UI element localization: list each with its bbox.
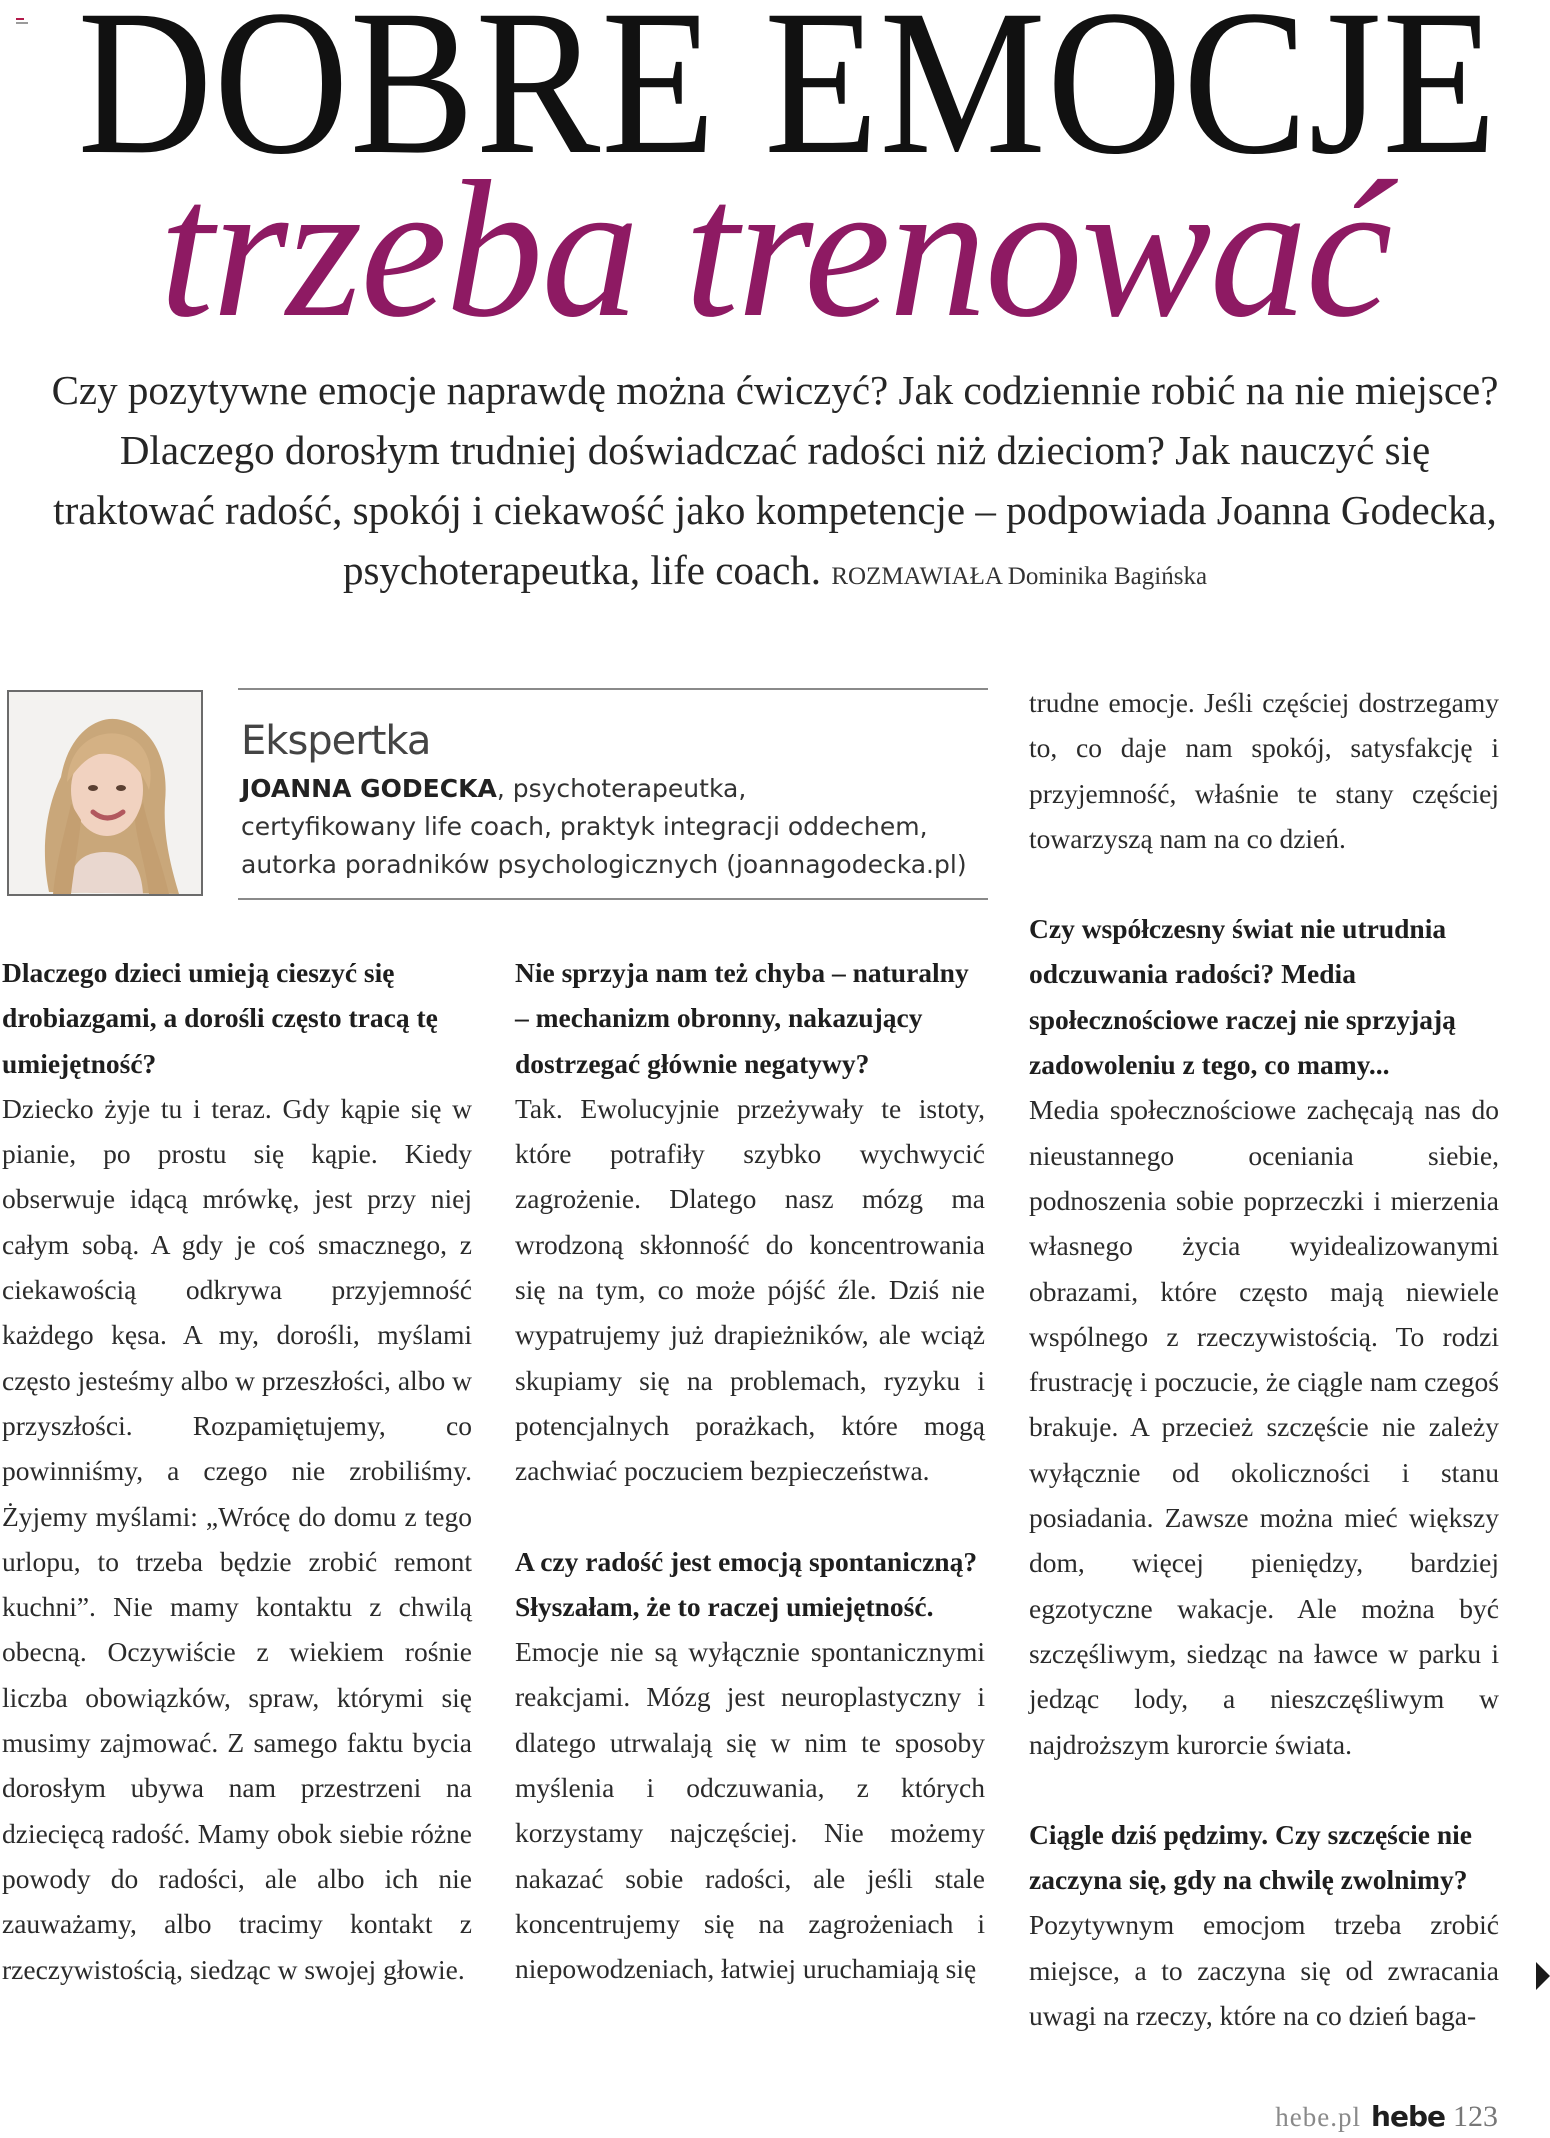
- triangle-right-arrow-icon: [1536, 1962, 1550, 1990]
- expert-name: JOANNA GODECKA: [241, 774, 497, 803]
- answer: Dziecko żyje tu i teraz. Gdy kąpie się w pianie, po prostu się kąpie. Kiedy obserwuje idącą mrówkę, jest przy niej całym sobą. A gdy je coś smacznego, z ciekawością odkrywa przyjemność każdego kęsa. A my, dorośli, myślami często jesteśmy albo w przeszłości, albo w przyszłości. Rozpamiętujemy, co powinniśmy, a czego nie zrobiliśmy. Żyjemy myślami: „Wrócę do domu z tego urlopu, to trzeba będzie zrobić remont kuchni”. Nie mamy kontaktu z chwilą obecną. Oczywiście z wiekiem rośnie liczba obowiązków, spraw, którymi się musimy zajmować. Z samego faktu bycia dorosłym ubywa nam przestrzeni na dziecięcą radość. Mamy obok siebie różne powody do radości, ale albo ich nie zauważamy, albo tracimy kontakt z rzeczywistością, siedząc w swojej głowie.: [2, 1092, 472, 1985]
- question: Ciągle dziś pędzimy. Czy szczęście nie zaczyna się, gdy na chwilę zwolnimy?: [1029, 1818, 1472, 1896]
- question: Nie sprzyja nam też chyba – naturalny – mechanizm obronny, nakazujący dostrzegać głównie negatywy?: [515, 957, 969, 1079]
- lead-line-1: Czy pozytywne emocje naprawdę można ćwiczyć? Jak codziennie robić na nie miejsce?: [51, 367, 1499, 413]
- answer: Pozytywnym emocjom trzeba zrobić miejsce, a to zaczyna się od zwracania uwagi na rzeczy, które na co dzień baga-: [1029, 1909, 1499, 2032]
- expert-line-3: autorka poradników psychologicznych (joannagodecka.pl): [241, 850, 967, 879]
- expert-line-1: [241, 770, 981, 808]
- expert-label: Ekspertka: [241, 718, 431, 764]
- page-footer: [1275, 2100, 1498, 2134]
- article-column-1: [2, 950, 472, 1992]
- corner-mark-icon: [16, 18, 28, 25]
- answer: Tak. Ewolucyjnie przeżywały te istoty, które potrafiły szybko wychwycić zagrożenie. Dlatego nasz mózg ma wrodzoną skłonność do koncentrowania się na tym, co może pójść źle. Dziś nie wypatrujemy już drapieżników, ale wciąż skupiamy się na problemach, ryzyku i potencjalnych porażkach, które mogą zachwiać poczuciem bezpieczeństwa.: [515, 1092, 985, 1487]
- lead-line-4: psychoterapeutka, life coach.: [342, 547, 822, 593]
- question: A czy radość jest emocją spontaniczną? Słyszałam, że to raczej umiejętność.: [515, 1545, 978, 1622]
- answer: Media społecznościowe zachęcają nas do nieustannego oceniania siebie, podnoszenia sobie poprzeczki i mierzenia własnego życia wyidealizowanymi obrazami, które często mają niewiele wspólnego z rzeczywistością. To rodzi frustrację i poczucie, że ciągle nam czegoś brakuje. A przecież szczęście nie zależy wyłącznie od okoliczności i stanu posiadania. Zawsze można mieć większy dom, więcej pieniędzy, bardziej egzotyczne wakacje. Ale można być szczęśliwym, siedząc na ławce w parku i jedząc lody, a nieszczęśliwym w najdroższym kurorcie świata.: [1029, 1094, 1499, 1760]
- article-column-2: [515, 950, 985, 1992]
- expert-description: [241, 770, 981, 884]
- lead-line-3: traktować radość, spokój i ciekawość jako kompetencje – podpowiada Joanna Godecka,: [53, 487, 1497, 533]
- portrait-illustration: [9, 692, 201, 894]
- answer: Emocje nie są wyłącznie spontanicznymi reakcjami. Mózg jest neuroplastyczny i dlatego utrwalają się w nim te sposoby myślenia i odczuwania, z których korzystamy najczęściej. Nie możemy nakazać sobie radości, ale jeśli stale koncentrujemy się na zagrożeniach i niepowodzeniach, łatwiej uruchamiają się: [515, 1636, 985, 1985]
- lead-line-2: Dlaczego dorosłym trudniej doświadczać radości niż dzieciom? Jak nauczyć się: [119, 427, 1431, 473]
- question: Dlaczego dzieci umieją cieszyć się drobiazgami, a dorośli często tracą tę umiejętność?: [2, 957, 438, 1079]
- lead-line-4-wrap: [0, 540, 1550, 607]
- page-number: 123: [1453, 2100, 1498, 2133]
- author-credit: ROZMAWIAŁA Dominika Bagińska: [831, 563, 1208, 590]
- headline-subtitle: trzeba trenować: [159, 141, 1391, 358]
- question: Czy współczesny świat nie utrudnia odczuwania radości? Media społecznościowe raczej nie sprzyjają zadowoleniu z tego, co mamy...: [1029, 913, 1456, 1081]
- expert-line-2: certyfikowany life coach, praktyk integracji oddechem,: [241, 812, 928, 841]
- article-column-3: [1029, 680, 1499, 2038]
- expert-role: , psychoterapeutka,: [496, 774, 747, 803]
- answer-continued: trudne emocje. Jeśli częściej dostrzegamy to, co daje nam spokój, satysfakcję i przyjemność, właśnie te stany częściej towarzyszą nam na co dzień.: [1029, 687, 1499, 854]
- lead-paragraph: [0, 360, 1550, 607]
- footer-brand-logo: hebe: [1371, 2100, 1445, 2133]
- footer-site: hebe.pl: [1275, 2102, 1362, 2132]
- expert-photo: [7, 690, 203, 896]
- expert-info-box: [238, 688, 988, 900]
- headline-main: DOBRE EMOCJE: [77, 0, 1498, 197]
